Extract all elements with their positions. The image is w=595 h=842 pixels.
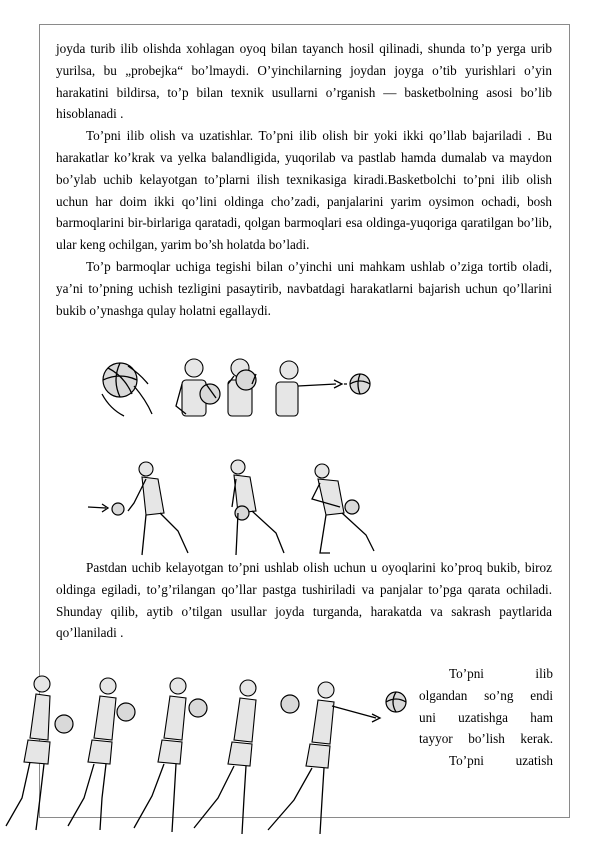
paragraph: To’pni ilib olish va uzatishlar. To’pni ilib olish bir yoki ikki qo’llab bajariladi . Bu harakatlar ko’krak va yelka balandligida, yuqorilab va pastlab hamda dumalab va maydon bo’ylab uchib kelayotgan to’plarni ilish texnikasiga kiradi.Basketbolchi to’pni ilib olish uchun har doim ikki qo’lini oldinga cho’zadi, panjalarini yarim oysimon ochadi, bosh barmoqlarini bir-birlariga qaratadi, qolgan barmoqlari esa oldinga-yuqoriga qaratilgan bo’lib, ular keng ochilgan, yarim bo’sh holatda bo’ladi. <box>56 128 552 253</box>
passing-sequence-figure <box>0 668 415 838</box>
catching-low-ball-figure <box>80 455 390 560</box>
side-line: tayyor bo’lish kerak. <box>419 731 553 747</box>
body-text-middle <box>56 557 552 644</box>
paragraph: joyda turib ilib olishda xohlagan oyoq bilan tayanch hosil qilinadi, shunda to’p yerga urib yurilsa, bu „probejka“ bo’lmaydi. O’yinchilarning joydan joyga o’tib yurishlari o’yin harakatini bildirsa, to’p bilan texnik usullarni o’rganish — basketbolning asosi bo’lib hisoblanadi . <box>56 41 552 122</box>
player-catching-icon <box>176 359 370 416</box>
side-line: uni uzatishga ham <box>419 709 553 725</box>
basketball-icon <box>112 503 124 515</box>
side-line: To’pni ilib <box>449 666 553 681</box>
side-line: To’pni uzatish <box>449 753 553 769</box>
arrow-icon <box>88 504 108 512</box>
body-text-top <box>56 38 552 321</box>
paragraph: Pastdan uchib kelayotgan to’pni ushlab olish uchun u oyoqlarini ko’proq bukib, biroz oldinga egiladi, to’g’rilangan qo’llar pastga tushiriladi va panjalar to’pga qarata ochiladi. Shunday qilib, aytib o’tilgan usullar joyda turganda, harakatda va sakrash paytlarida qo’llaniladi . <box>56 560 552 641</box>
side-column-text <box>419 663 553 772</box>
side-line: olgandan so’ng endi <box>419 687 553 703</box>
paragraph: To’p barmoqlar uchiga tegishi bilan o’yinchi uni mahkam ushlab o’ziga tortib oladi, ya’ni to’pning uchish tezligini pasaytirib, navbatdagi harakatlarni bajarish uchun qo’llarini bukib o’ynashga qulay holatni egallaydi. <box>56 258 552 318</box>
player-low-catch-icon <box>128 460 374 555</box>
catching-at-chest-figure <box>90 354 390 434</box>
player-passing-icon <box>6 676 406 834</box>
